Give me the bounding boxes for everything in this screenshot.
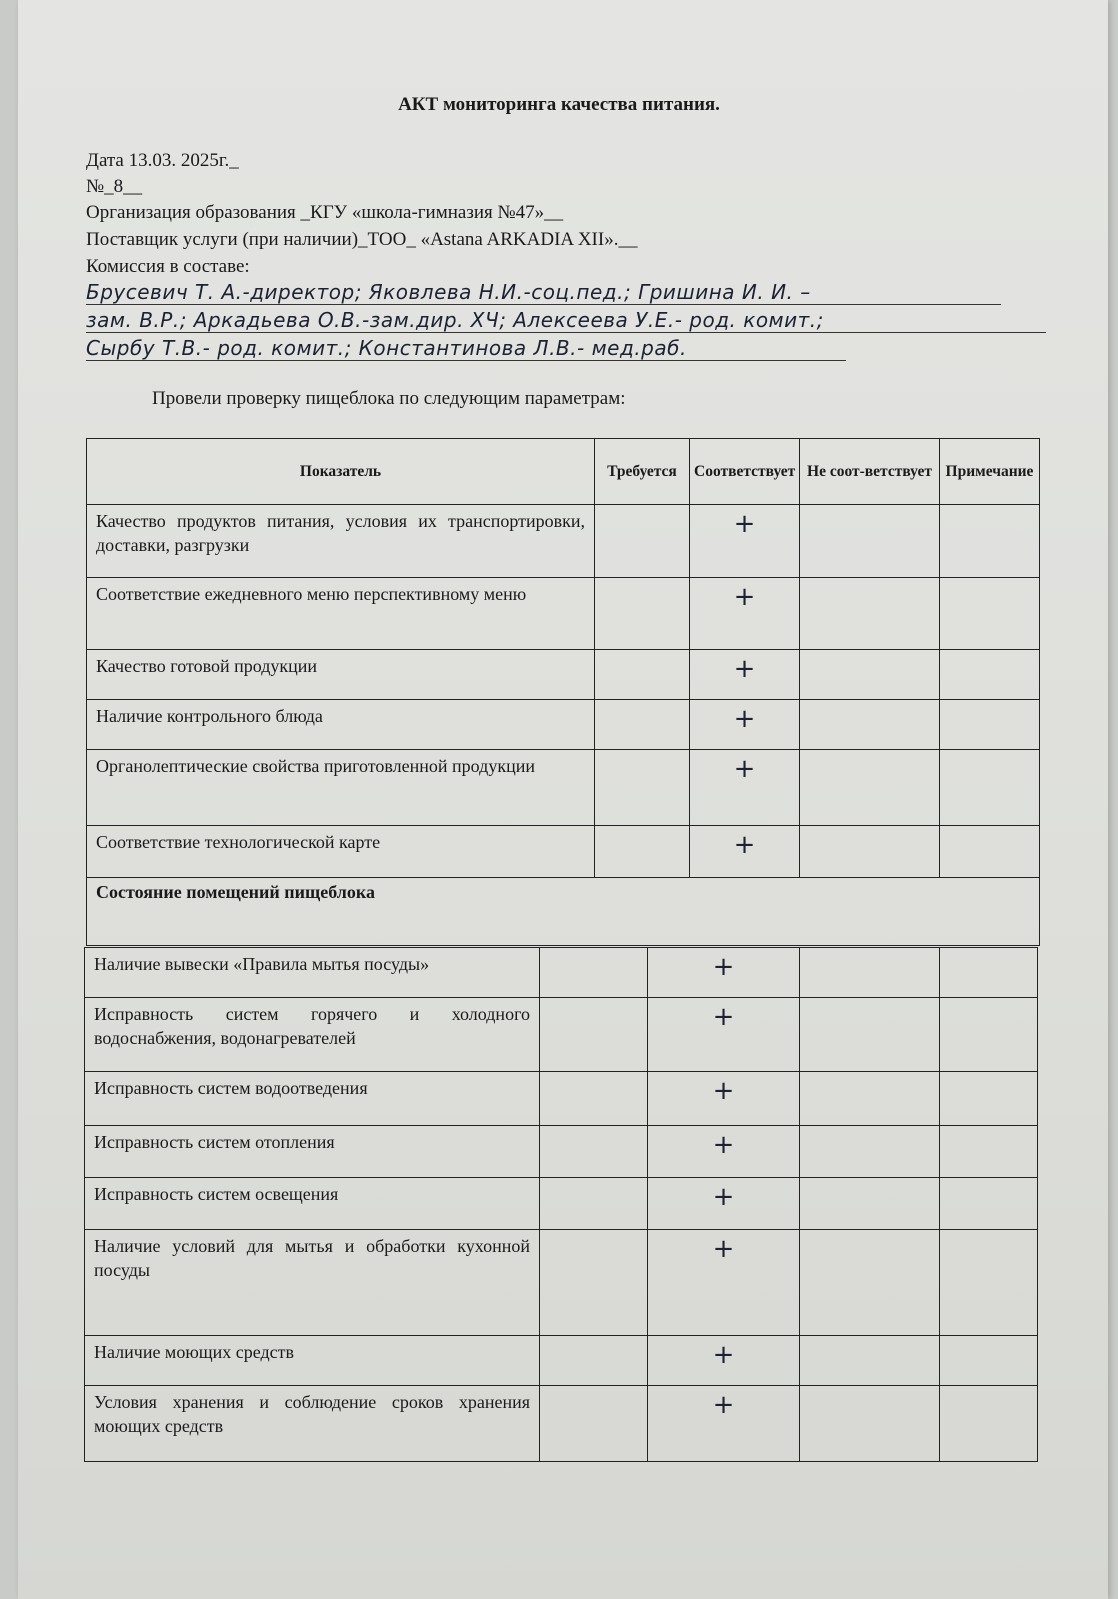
required-cell <box>540 1126 648 1178</box>
required-cell <box>595 505 690 578</box>
note-cell <box>940 650 1040 700</box>
header-indicator: Показатель <box>87 439 595 505</box>
compliant-mark: + <box>648 1386 800 1462</box>
provider-line: Поставщик услуги (при наличии)_ТОО_ «Astana ARKADIA XII».__ <box>86 229 638 250</box>
required-cell <box>595 650 690 700</box>
note-cell <box>940 1126 1038 1178</box>
noncompliant-cell <box>800 1178 940 1230</box>
table-row <box>87 578 1040 650</box>
compliant-mark: + <box>648 998 800 1072</box>
note-cell <box>940 1386 1038 1462</box>
required-cell <box>540 998 648 1072</box>
indicator-cell: Исправность систем освещения <box>85 1178 540 1230</box>
table-row <box>87 505 1040 578</box>
compliant-mark: + <box>648 1126 800 1178</box>
note-cell <box>940 1230 1038 1336</box>
header-compliant: Соответствует <box>690 439 800 505</box>
note-cell <box>940 578 1040 650</box>
header-required: Требуется <box>595 439 690 505</box>
noncompliant-cell <box>800 1126 940 1178</box>
noncompliant-cell <box>800 1230 940 1336</box>
note-cell <box>940 1072 1038 1126</box>
compliant-mark: + <box>690 750 800 826</box>
indicator-cell: Качество готовой продукции <box>87 650 595 700</box>
noncompliant-cell <box>800 1336 940 1386</box>
noncompliant-cell <box>800 750 940 826</box>
compliant-mark: + <box>690 650 800 700</box>
table-row <box>85 1178 1038 1230</box>
noncompliant-cell <box>800 1072 940 1126</box>
indicator-cell: Наличие моющих средств <box>85 1336 540 1386</box>
commission-label: Комиссия в составе: <box>86 256 250 277</box>
table-row <box>85 1386 1038 1462</box>
inspection-table-food <box>86 438 1040 946</box>
indicator-cell: Наличие вывески «Правила мытья посуды» <box>85 948 540 998</box>
table-header-row <box>87 439 1040 505</box>
commission-handwritten-line-3: Сырбу Т.В.- род. комит.; Константинова Л.В.- мед.раб. <box>86 336 846 361</box>
note-cell <box>940 1336 1038 1386</box>
header-noncompliant: Не соот-ветствует <box>800 439 940 505</box>
indicator-cell: Наличие контрольного блюда <box>87 700 595 750</box>
compliant-mark: + <box>648 948 800 998</box>
required-cell <box>540 1072 648 1126</box>
noncompliant-cell <box>800 948 940 998</box>
required-cell <box>540 1386 648 1462</box>
compliant-mark: + <box>690 505 800 578</box>
note-cell <box>940 948 1038 998</box>
date-line: Дата 13.03. 2025г._ <box>86 150 239 171</box>
noncompliant-cell <box>800 1386 940 1462</box>
required-cell <box>595 826 690 878</box>
required-cell <box>540 1178 648 1230</box>
indicator-cell: Органолептические свойства приготовленной продукции <box>87 750 595 826</box>
document-title: АКТ мониторинга качества питания. <box>398 94 720 115</box>
table-row <box>85 948 1038 998</box>
noncompliant-cell <box>800 505 940 578</box>
table-row <box>85 1072 1038 1126</box>
required-cell <box>540 1230 648 1336</box>
indicator-cell: Соответствие ежедневного меню перспективному меню <box>87 578 595 650</box>
table-row <box>87 650 1040 700</box>
table-row <box>87 826 1040 878</box>
note-cell <box>940 750 1040 826</box>
note-cell <box>940 998 1038 1072</box>
section-row <box>87 878 1040 946</box>
compliant-mark: + <box>648 1178 800 1230</box>
indicator-cell: Исправность систем горячего и холодного водоснабжения, водонагревателей <box>85 998 540 1072</box>
noncompliant-cell <box>800 578 940 650</box>
number-line: №_8__ <box>86 176 143 197</box>
required-cell <box>540 948 648 998</box>
compliant-mark: + <box>690 826 800 878</box>
table-row <box>87 700 1040 750</box>
intro-text: Провели проверку пищеблока по следующим параметрам: <box>152 388 626 409</box>
note-cell <box>940 1178 1038 1230</box>
noncompliant-cell <box>800 826 940 878</box>
compliant-mark: + <box>648 1072 800 1126</box>
section-title: Состояние помещений пищеблока <box>87 878 1040 946</box>
note-cell <box>940 700 1040 750</box>
table-row <box>85 1126 1038 1178</box>
indicator-cell: Исправность систем водоотведения <box>85 1072 540 1126</box>
header-note: Примечание <box>940 439 1040 505</box>
indicator-cell: Исправность систем отопления <box>85 1126 540 1178</box>
indicator-cell: Качество продуктов питания, условия их транспортировки, доставки, разгрузки <box>87 505 595 578</box>
indicator-cell: Условия хранения и соблюдение сроков хранения моющих средств <box>85 1386 540 1462</box>
table-row <box>85 1230 1038 1336</box>
table-row <box>85 998 1038 1072</box>
indicator-cell: Соответствие технологической карте <box>87 826 595 878</box>
commission-handwritten-line-1: Брусевич Т. А.-директор; Яковлева Н.И.-соц.пед.; Гришина И. И. – <box>86 280 1001 305</box>
note-cell <box>940 505 1040 578</box>
note-cell <box>940 826 1040 878</box>
noncompliant-cell <box>800 700 940 750</box>
compliant-mark: + <box>648 1336 800 1386</box>
required-cell <box>595 578 690 650</box>
required-cell <box>595 750 690 826</box>
table-row <box>85 1336 1038 1386</box>
required-cell <box>595 700 690 750</box>
noncompliant-cell <box>800 998 940 1072</box>
table-row <box>87 750 1040 826</box>
commission-handwritten-line-2: зам. В.Р.; Аркадьева О.В.-зам.дир. ХЧ; Алексеева У.Е.- род. комит.; <box>86 308 1046 333</box>
compliant-mark: + <box>648 1230 800 1336</box>
noncompliant-cell <box>800 650 940 700</box>
compliant-mark: + <box>690 578 800 650</box>
organization-line: Организация образования _КГУ «школа-гимназия №47»__ <box>86 202 564 223</box>
compliant-mark: + <box>690 700 800 750</box>
required-cell <box>540 1336 648 1386</box>
inspection-table-premises <box>84 947 1038 1462</box>
indicator-cell: Наличие условий для мытья и обработки кухонной посуды <box>85 1230 540 1336</box>
